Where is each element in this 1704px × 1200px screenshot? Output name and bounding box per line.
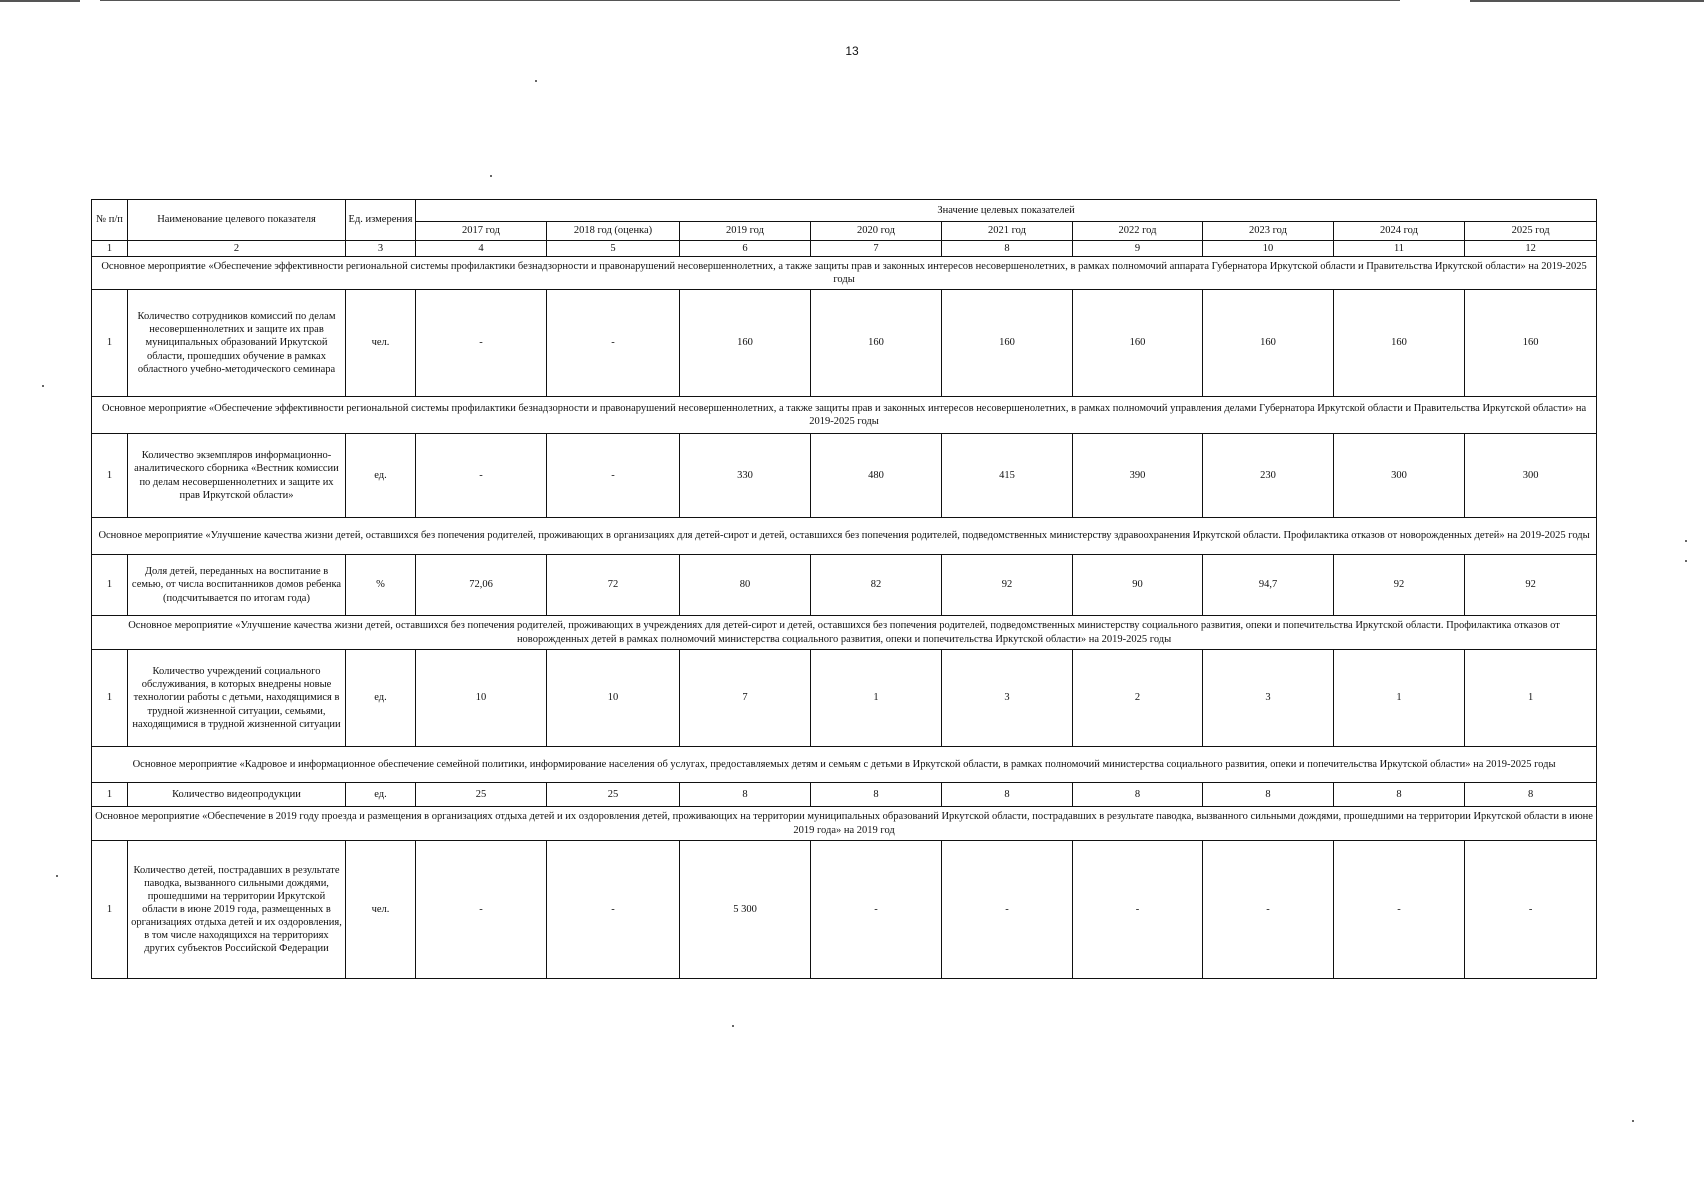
value-2023: 3	[1203, 650, 1334, 747]
indicator-name: Количество видеопродукции	[128, 783, 346, 807]
value-2021: 3	[942, 650, 1073, 747]
value-2022: 160	[1073, 290, 1203, 397]
row-num: 1	[92, 783, 128, 807]
header-year-2021: 2021 год	[942, 222, 1073, 241]
indicator-unit: %	[346, 555, 416, 616]
scan-speck	[1685, 540, 1687, 542]
column-number: 6	[680, 241, 811, 257]
value-2018: -	[547, 434, 680, 518]
scan-speck	[732, 1025, 734, 1027]
section-title: Основное мероприятие «Обеспечение эффективности региональной системы профилактики безнадзорности и правонарушений несовершеннолетних, а также защиты прав и законных интересов несовершенолетних, в рамках полномочий аппарата Губернатора Иркутской области и Правительства Иркутской области» на 2019-2025 годы	[92, 257, 1597, 290]
value-2020: 8	[811, 783, 942, 807]
header-year-2018: 2018 год (оценка)	[547, 222, 680, 241]
row-num: 1	[92, 555, 128, 616]
value-2021: 8	[942, 783, 1073, 807]
indicator-unit: чел.	[346, 841, 416, 979]
value-2019: 7	[680, 650, 811, 747]
table-row	[92, 650, 1597, 747]
column-number: 9	[1073, 241, 1203, 257]
indicator-name: Количество сотрудников комиссий по делам несовершеннолетних и защите их прав муниципальных образований Иркутской области, прошедших обучение в рамках областного учебно-методического семинара	[128, 290, 346, 397]
value-2017: -	[416, 290, 547, 397]
value-2020: -	[811, 841, 942, 979]
value-2025: -	[1465, 841, 1597, 979]
target-indicators-table	[91, 199, 1597, 979]
value-2025: 300	[1465, 434, 1597, 518]
section-title: Основное мероприятие «Улучшение качества жизни детей, оставшихся без попечения родителей, проживающих в учреждениях для детей-сирот и детей, оставшихся без попечения родителей, подведомственных министерству социального развития, опеки и попечительства Иркутской области. Профилактика отказов от новорожденных детей в рамках полномочий министерства социального развития, опеки и попечительства Иркутской области» на 2019-2025 годы	[92, 616, 1597, 650]
table-row	[92, 290, 1597, 397]
table-body	[92, 257, 1597, 979]
value-2025: 8	[1465, 783, 1597, 807]
value-2024: -	[1334, 841, 1465, 979]
scan-edge-line-mid	[100, 0, 1400, 1]
section-title: Основное мероприятие «Улучшение качества жизни детей, оставшихся без попечения родителей, проживающих в организациях для детей-сирот и детей, оставшихся без попечения родителей, подведомственных министерству здравоохранения Иркутской области. Профилактика отказов от новорожденных детей» на 2019-2025 годы	[92, 518, 1597, 555]
header-num: № п/п	[92, 200, 128, 241]
column-number: 4	[416, 241, 547, 257]
table-row	[92, 434, 1597, 518]
header-name: Наименование целевого показателя	[128, 200, 346, 241]
value-2017: 72,06	[416, 555, 547, 616]
column-number: 10	[1203, 241, 1334, 257]
scan-speck	[490, 175, 492, 177]
value-2021: 160	[942, 290, 1073, 397]
value-2021: 415	[942, 434, 1073, 518]
row-num: 1	[92, 290, 128, 397]
row-num: 1	[92, 841, 128, 979]
value-2018: 72	[547, 555, 680, 616]
section-title: Основное мероприятие «Кадровое и информационное обеспечение семейной политики, информирование населения об услугах, предоставляемых детям и семьям с детьми в Иркутской области, в рамках полномочий министерства социального развития, опеки и попечительства Иркутской области» на 2019-2025 годы	[92, 747, 1597, 783]
scan-edge-line-right	[1470, 0, 1704, 2]
value-2022: 8	[1073, 783, 1203, 807]
scan-edge-line-left	[0, 0, 80, 2]
value-2023: -	[1203, 841, 1334, 979]
column-number: 7	[811, 241, 942, 257]
value-2023: 160	[1203, 290, 1334, 397]
value-2023: 230	[1203, 434, 1334, 518]
value-2019: 80	[680, 555, 811, 616]
value-2021: -	[942, 841, 1073, 979]
indicator-name: Количество экземпляров информационно-аналитического сборника «Вестник комиссии по делам несовершеннолетних и защите их прав Иркутской области»	[128, 434, 346, 518]
value-2020: 1	[811, 650, 942, 747]
value-2024: 1	[1334, 650, 1465, 747]
value-2019: 5 300	[680, 841, 811, 979]
value-2022: -	[1073, 841, 1203, 979]
scan-speck	[535, 80, 537, 82]
column-number: 12	[1465, 241, 1597, 257]
indicator-name: Доля детей, переданных на воспитание в семью, от числа воспитанников домов ребенка (подсчитывается по итогам года)	[128, 555, 346, 616]
column-number: 2	[128, 241, 346, 257]
row-num: 1	[92, 650, 128, 747]
value-2024: 92	[1334, 555, 1465, 616]
value-2018: -	[547, 290, 680, 397]
column-number: 1	[92, 241, 128, 257]
value-2018: -	[547, 841, 680, 979]
header-year-2020: 2020 год	[811, 222, 942, 241]
section-title: Основное мероприятие «Обеспечение эффективности региональной системы профилактики безнадзорности и правонарушений несовершеннолетних, а также защиты прав и законных интересов несовершенолетних, в рамках полномочий управления делами Губернатора Иркутской области и Правительства Иркутской области» на 2019-2025 годы	[92, 397, 1597, 434]
value-2023: 8	[1203, 783, 1334, 807]
value-2023: 94,7	[1203, 555, 1334, 616]
value-2017: 10	[416, 650, 547, 747]
indicator-name: Количество учреждений социального обслуживания, в которых внедрены новые технологии работы с детьми, находящимися в трудной жизненной ситуации, семьями, находящимися в трудной жизненной ситуации	[128, 650, 346, 747]
value-2017: -	[416, 841, 547, 979]
value-2017: 25	[416, 783, 547, 807]
value-2024: 300	[1334, 434, 1465, 518]
header-year-2017: 2017 год	[416, 222, 547, 241]
value-2025: 92	[1465, 555, 1597, 616]
table-row	[92, 841, 1597, 979]
value-2024: 160	[1334, 290, 1465, 397]
header-unit: Ед. измерения	[346, 200, 416, 241]
value-2020: 82	[811, 555, 942, 616]
table-row	[92, 555, 1597, 616]
header-year-2025: 2025 год	[1465, 222, 1597, 241]
value-2021: 92	[942, 555, 1073, 616]
value-2020: 160	[811, 290, 942, 397]
column-number: 5	[547, 241, 680, 257]
value-2025: 1	[1465, 650, 1597, 747]
value-2022: 2	[1073, 650, 1203, 747]
page-number: 13	[845, 44, 859, 58]
header-values-group: Значение целевых показателей	[416, 200, 1597, 222]
row-num: 1	[92, 434, 128, 518]
scan-speck	[42, 385, 44, 387]
table-row	[92, 783, 1597, 807]
value-2019: 160	[680, 290, 811, 397]
scan-speck	[56, 875, 58, 877]
indicator-name: Количество детей, пострадавших в результате паводка, вызванного сильными дождями, прошедшими на территории Иркутской области в июне 2019 года, размещенных в организациях отдыха детей и их оздоровления, в том числе находящихся на территориях других субъектов Российской Федерации	[128, 841, 346, 979]
scan-speck	[1685, 560, 1687, 562]
header-year-2022: 2022 год	[1073, 222, 1203, 241]
section-title: Основное мероприятие «Обеспечение в 2019 году проезда и размещения в организациях отдыха детей и их оздоровления детей, проживающих на территории муниципальных образований Иркутской области, пострадавших в результате паводка, вызванного сильными дождями, прошедшими на территории Иркутской области в июне 2019 года» на 2019 год	[92, 807, 1597, 841]
header-year-2024: 2024 год	[1334, 222, 1465, 241]
value-2020: 480	[811, 434, 942, 518]
value-2018: 10	[547, 650, 680, 747]
value-2024: 8	[1334, 783, 1465, 807]
column-number: 11	[1334, 241, 1465, 257]
scan-speck	[1632, 1120, 1634, 1122]
indicator-unit: ед.	[346, 783, 416, 807]
value-2018: 25	[547, 783, 680, 807]
value-2022: 90	[1073, 555, 1203, 616]
value-2025: 160	[1465, 290, 1597, 397]
indicator-unit: чел.	[346, 290, 416, 397]
value-2017: -	[416, 434, 547, 518]
value-2019: 8	[680, 783, 811, 807]
indicator-unit: ед.	[346, 650, 416, 747]
column-number: 3	[346, 241, 416, 257]
header-year-2023: 2023 год	[1203, 222, 1334, 241]
indicator-unit: ед.	[346, 434, 416, 518]
value-2022: 390	[1073, 434, 1203, 518]
header-year-2019: 2019 год	[680, 222, 811, 241]
value-2019: 330	[680, 434, 811, 518]
column-number: 8	[942, 241, 1073, 257]
